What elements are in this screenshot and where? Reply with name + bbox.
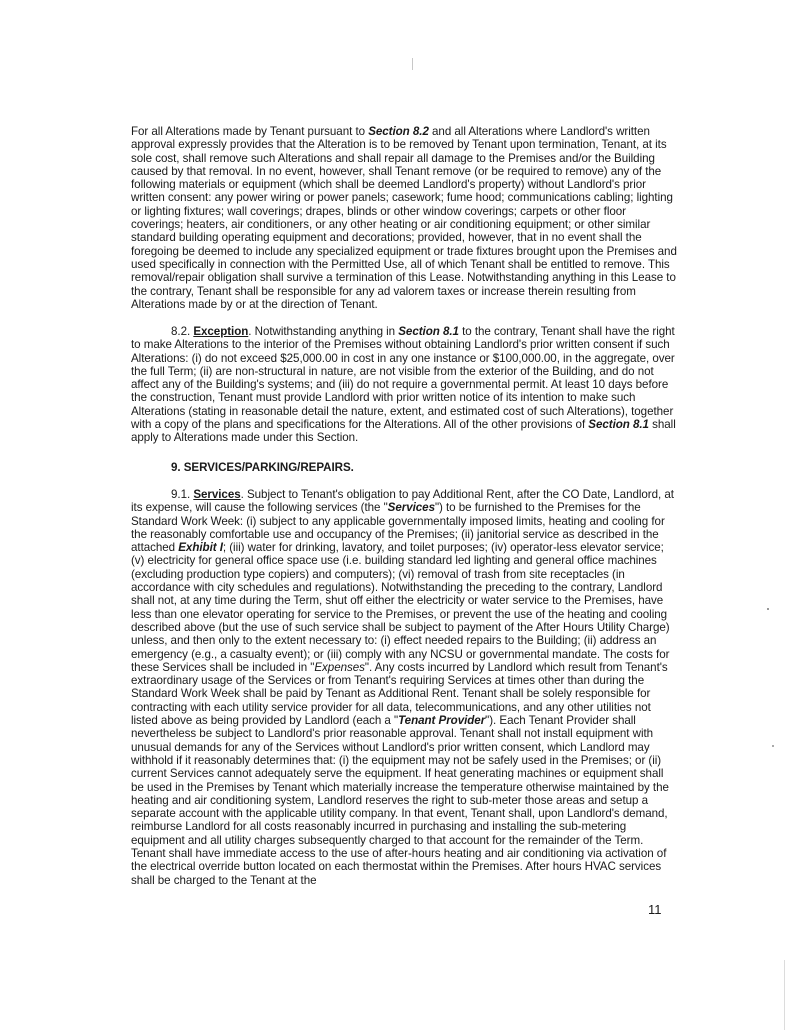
text-run: "). Each Tenant Provider shall nevertheless be subject to Landlord's prior reasonable approval. Tenant shall not install equipment with unusual demands for any of the Services without Landlord's prior written consent, which Landlord may withhold if it reasonably determines that: (i) the equipment may not be safely used in the Premises; or (ii) current Services cannot adequately serve the equipment. If heat generating machines or equipment shall be used in the Premises by Tenant which materially increase the temperature otherwise maintained by the heating and air conditioning system, Landlord reserves the right to sub-meter those areas and setup a separate account with the applicable utility company. In that event, Tenant shall, upon Landlord's demand, reimburse Landlord for all costs reasonably incurred in purchasing and installing the sub-metering equipment and all utility charges subsequently charged to that account for the remainder of the Term. Tenant shall have immediate access to the use of after-hours heating and air conditioning via activation of the electrical override button located on each thermostat within the Premises. After hours HVAC services shall be charged to the Tenant at the: [131, 714, 669, 887]
scan-artifact: [772, 745, 774, 747]
scan-artifact: [767, 608, 769, 610]
text-run: For all Alterations made by Tenant pursuant to: [131, 125, 369, 138]
emphasized-term: Section 8.2: [368, 125, 429, 138]
text-run: ; (iii) water for drinking, lavatory, and toilet purposes; (iv) operator-less elevator service; (v) electricity for general office space use (i.e. building standard led lighting and general office machines (excluding production type copiers) and computers); (vi) removal of trash from site receptacles (in accordance with city schedules and regulations). Notwithstanding the preceding to the contrary, Landlord shall not, at any time during the Term, shut off either the electricity or water service to the Premises, have less than one elevator operating for service to the Premises, or prevent the use of the heating and cooling described above (but the use of such service shall be subject to payment of the After Hours Utility Charge) unless, and then only to the extent necessary to: (i) effect needed repairs to the Building; (ii) address an emergency (e.g., a casualty event); or (iii) comply with any NCSU or governmental mandate. The costs for these Services shall be included in ": [131, 541, 670, 674]
emphasized-term: Section 8.1: [398, 325, 459, 338]
text-run: to the contrary, Tenant shall have the right to make Alterations to the interior of the Premises without obtaining Landlord's prior written consent if such Alterations: (i) do not exceed $25,000.00 in cost in any one instance or $100,000.00, in the aggregate, over the full Term; (ii) are non-structural in nature, are not visible from the exterior of the Building, and do not affect any of the Building's systems; and (iii) do not require a governmental permit. At least 10 days before the construction, Tenant must provide Landlord with prior written notice of its intention to make such Alterations (stating in reasonable detail the nature, extent, and estimated cost of such Alterations), together with a copy of the plans and specifications for the Alterations. All of the other provisions of: [131, 325, 675, 432]
section-caption: Exception: [193, 325, 249, 338]
section-caption: Services: [193, 488, 241, 501]
emphasized-term: Tenant Provider: [398, 714, 486, 728]
text-run: 9.1.: [171, 488, 194, 501]
scan-artifact: [412, 58, 413, 70]
text-run: ". Any costs incurred by Landlord which result from Tenant's extraordinary usage of the Services or from Tenant's requiring Services at times other than during the Standard Work Week shall be paid by Tenant as Additional Rent. Tenant shall be solely responsible for contracting with each utility service provider for all data, telecommunications, and any other utilities not listed above as being provided by Landlord (each a ": [131, 660, 668, 728]
emphasized-term: Exhibit I: [178, 541, 223, 555]
text-run: . Subject to Tenant's obligation to pay Additional Rent, after the CO Date, Landlord, at its expense, will cause the following services (the ": [131, 488, 674, 515]
text-run: ") to be furnished to the Premises for the Standard Work Week: (i) subject to any applicable governmentally imposed limits, heating and cooling for the reasonably comfortable use and occupancy of the Premises; (ii) janitorial service as described in the attached: [131, 501, 665, 555]
text-run: 8.2.: [171, 325, 194, 338]
defined-term: Expenses: [314, 660, 365, 674]
text-run: shall apply to Alterations made under this Section.: [131, 418, 676, 445]
page-number: 11: [648, 902, 662, 917]
text-run: and all Alterations where Landlord's written approval expressly provides that the Alteration is to be removed by Tenant upon termination, Tenant, at its sole cost, shall remove such Alterations and shall repair all damage to the Premises and/or the Building caused by that removal. In no event, however, shall Tenant remove (or be required to remove) any of the following materials or equipment (which shall be deemed Landlord's property) without Landlord's prior written consent: any power wiring or power panels; casework; fume hood; communications cabling; lighting or lighting fixtures; wall coverings; drapes, blinds or other window coverings; carpets or other floor coverings; heaters, air conditioners, or any other heating or air conditioning equipment; or other similar standard building operating equipment and decorations; provided, however, that in no event shall the foregoing be deemed to include any specialized equipment or trade fixtures brought upon the Premises and used specifically in connection with the Permitted Use, all of which Tenant shall be entitled to remove. This removal/repair obligation shall survive a termination of this Lease. Notwithstanding anything in this Lease to the contrary, Tenant shall be responsible for any ad valorem taxes or increase therein resulting from Alterations made by or at the direction of Tenant.: [131, 125, 677, 311]
text-run: . Notwithstanding anything in: [248, 325, 399, 338]
scan-edge: [784, 960, 785, 1030]
paragraph-9-1-services: [131, 488, 677, 887]
paragraph-8-2-exception: [131, 325, 677, 445]
paragraph-removal-of-alterations: [131, 125, 677, 311]
emphasized-term: Section 8.1: [588, 418, 649, 432]
section-heading-9: 9. SERVICES/PARKING/REPAIRS.: [171, 461, 354, 474]
emphasized-term: Services: [387, 501, 435, 515]
